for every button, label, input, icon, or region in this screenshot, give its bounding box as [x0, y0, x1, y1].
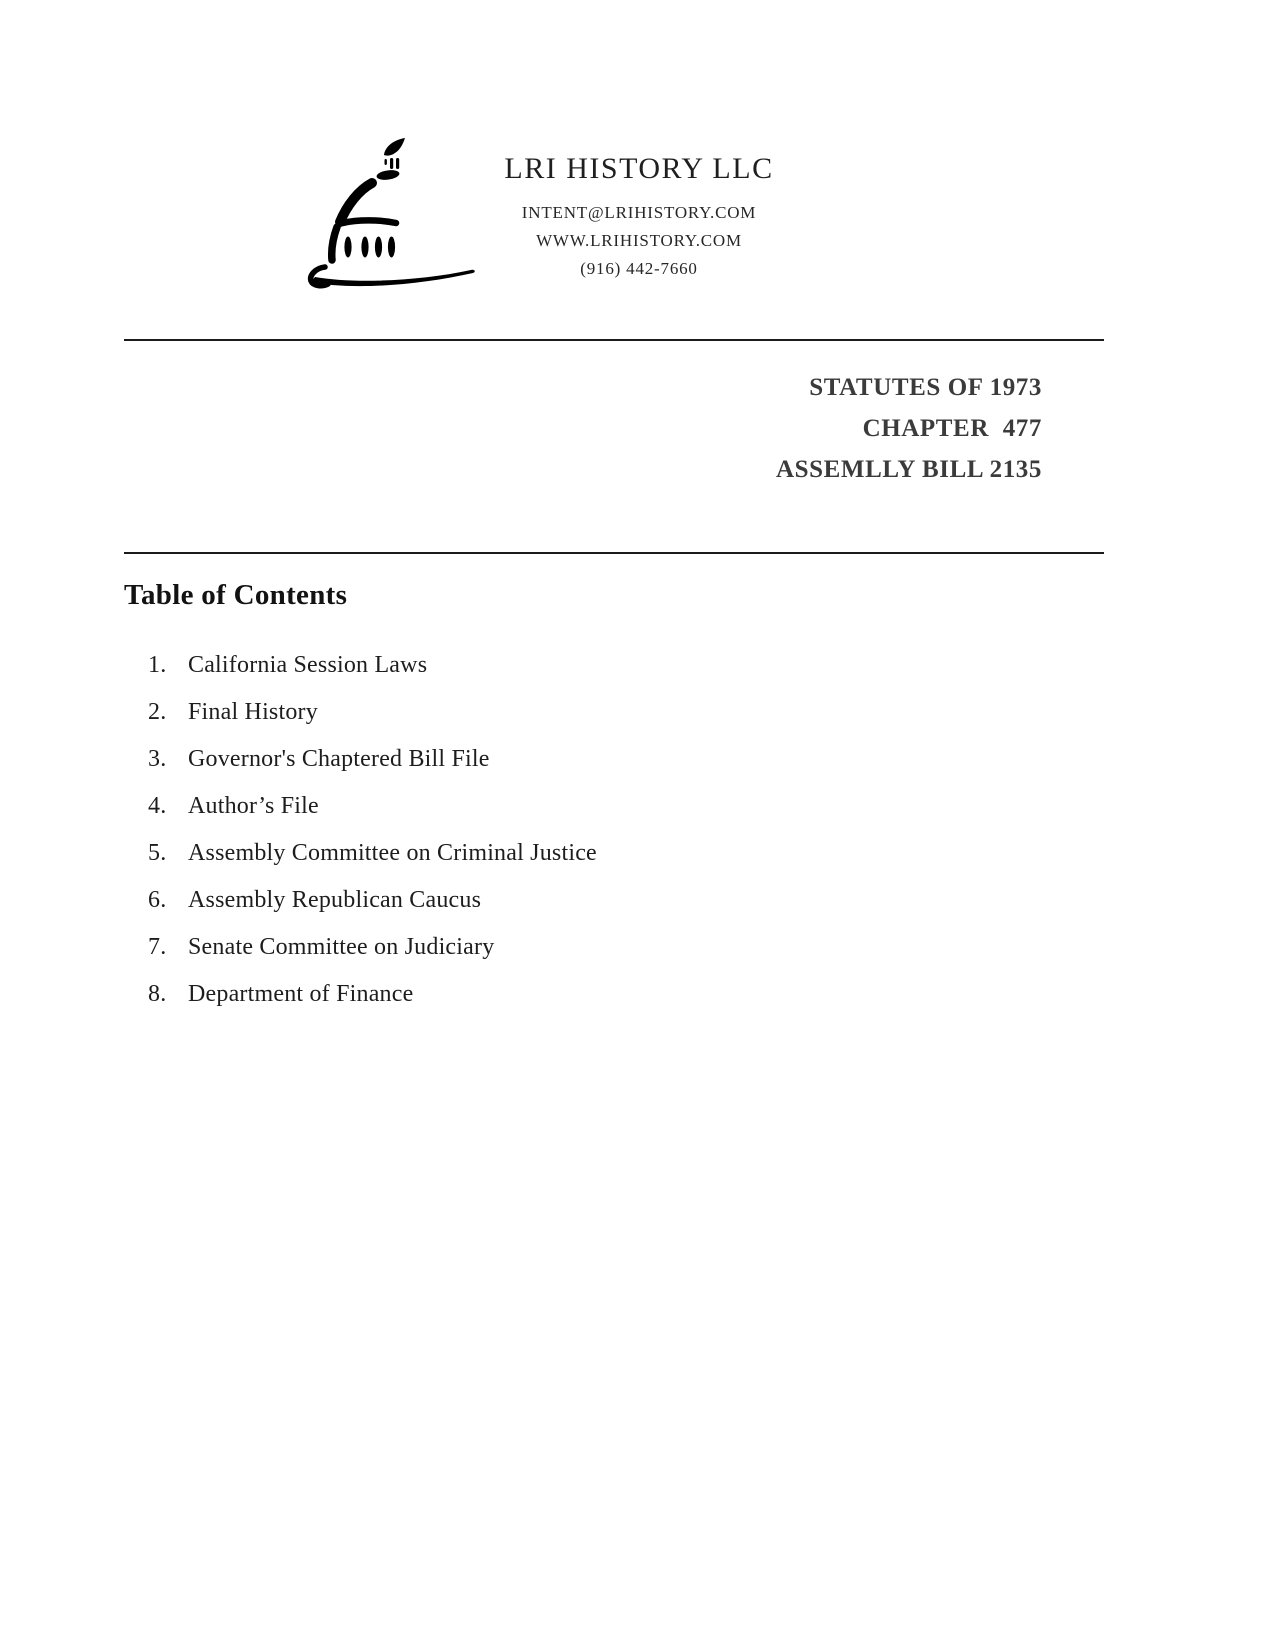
toc-item-number: 4. [148, 793, 167, 819]
toc-item-number: 1. [148, 652, 167, 678]
statutes-line-2: CHAPTER 477 [862, 415, 1042, 442]
toc-item [148, 981, 597, 1007]
toc-item-label: Author’s File [188, 793, 319, 819]
toc-list [148, 652, 597, 1028]
company-website: WWW.LRIHISTORY.COM [536, 231, 742, 250]
toc-item-label: Final History [188, 699, 318, 725]
toc-title: Table of Contents [124, 579, 348, 611]
toc-item-number: 7. [148, 934, 167, 960]
toc-item [148, 699, 597, 725]
toc-item [148, 840, 597, 866]
company-phone: (916) 442-7660 [580, 259, 698, 278]
capitol-dome-logo-icon [295, 126, 480, 293]
company-name: LRI HISTORY LLC [504, 152, 774, 185]
toc-item [148, 934, 597, 960]
toc-item-label: Department of Finance [188, 981, 414, 1007]
statutes-block [776, 367, 1042, 490]
toc-item [148, 746, 597, 772]
toc-item-number: 5. [148, 840, 167, 866]
toc-item [148, 652, 597, 678]
toc-item-label: Assembly Republican Caucus [188, 887, 482, 913]
statutes-line-3: ASSEMLLY BILL 2135 [776, 456, 1042, 483]
toc-item [148, 887, 597, 913]
toc-item-number: 8. [148, 981, 167, 1007]
company-email: INTENT@LRIHISTORY.COM [521, 203, 757, 222]
statutes-line-1: STATUTES OF 1973 [809, 374, 1042, 401]
toc-item-number: 6. [148, 887, 167, 913]
toc-item [148, 793, 597, 819]
toc-item-label: Senate Committee on Judiciary [188, 934, 495, 960]
toc-item-label: California Session Laws [188, 652, 428, 678]
toc-item-number: 3. [148, 746, 167, 772]
letterhead [295, 126, 804, 293]
toc-item-label: Governor's Chaptered Bill File [188, 746, 490, 772]
letterhead-text [474, 126, 804, 283]
horizontal-rule-top [124, 339, 1104, 341]
toc-item-label: Assembly Committee on Criminal Justice [188, 840, 597, 866]
toc-item-number: 2. [148, 699, 167, 725]
horizontal-rule-bottom [124, 552, 1104, 554]
